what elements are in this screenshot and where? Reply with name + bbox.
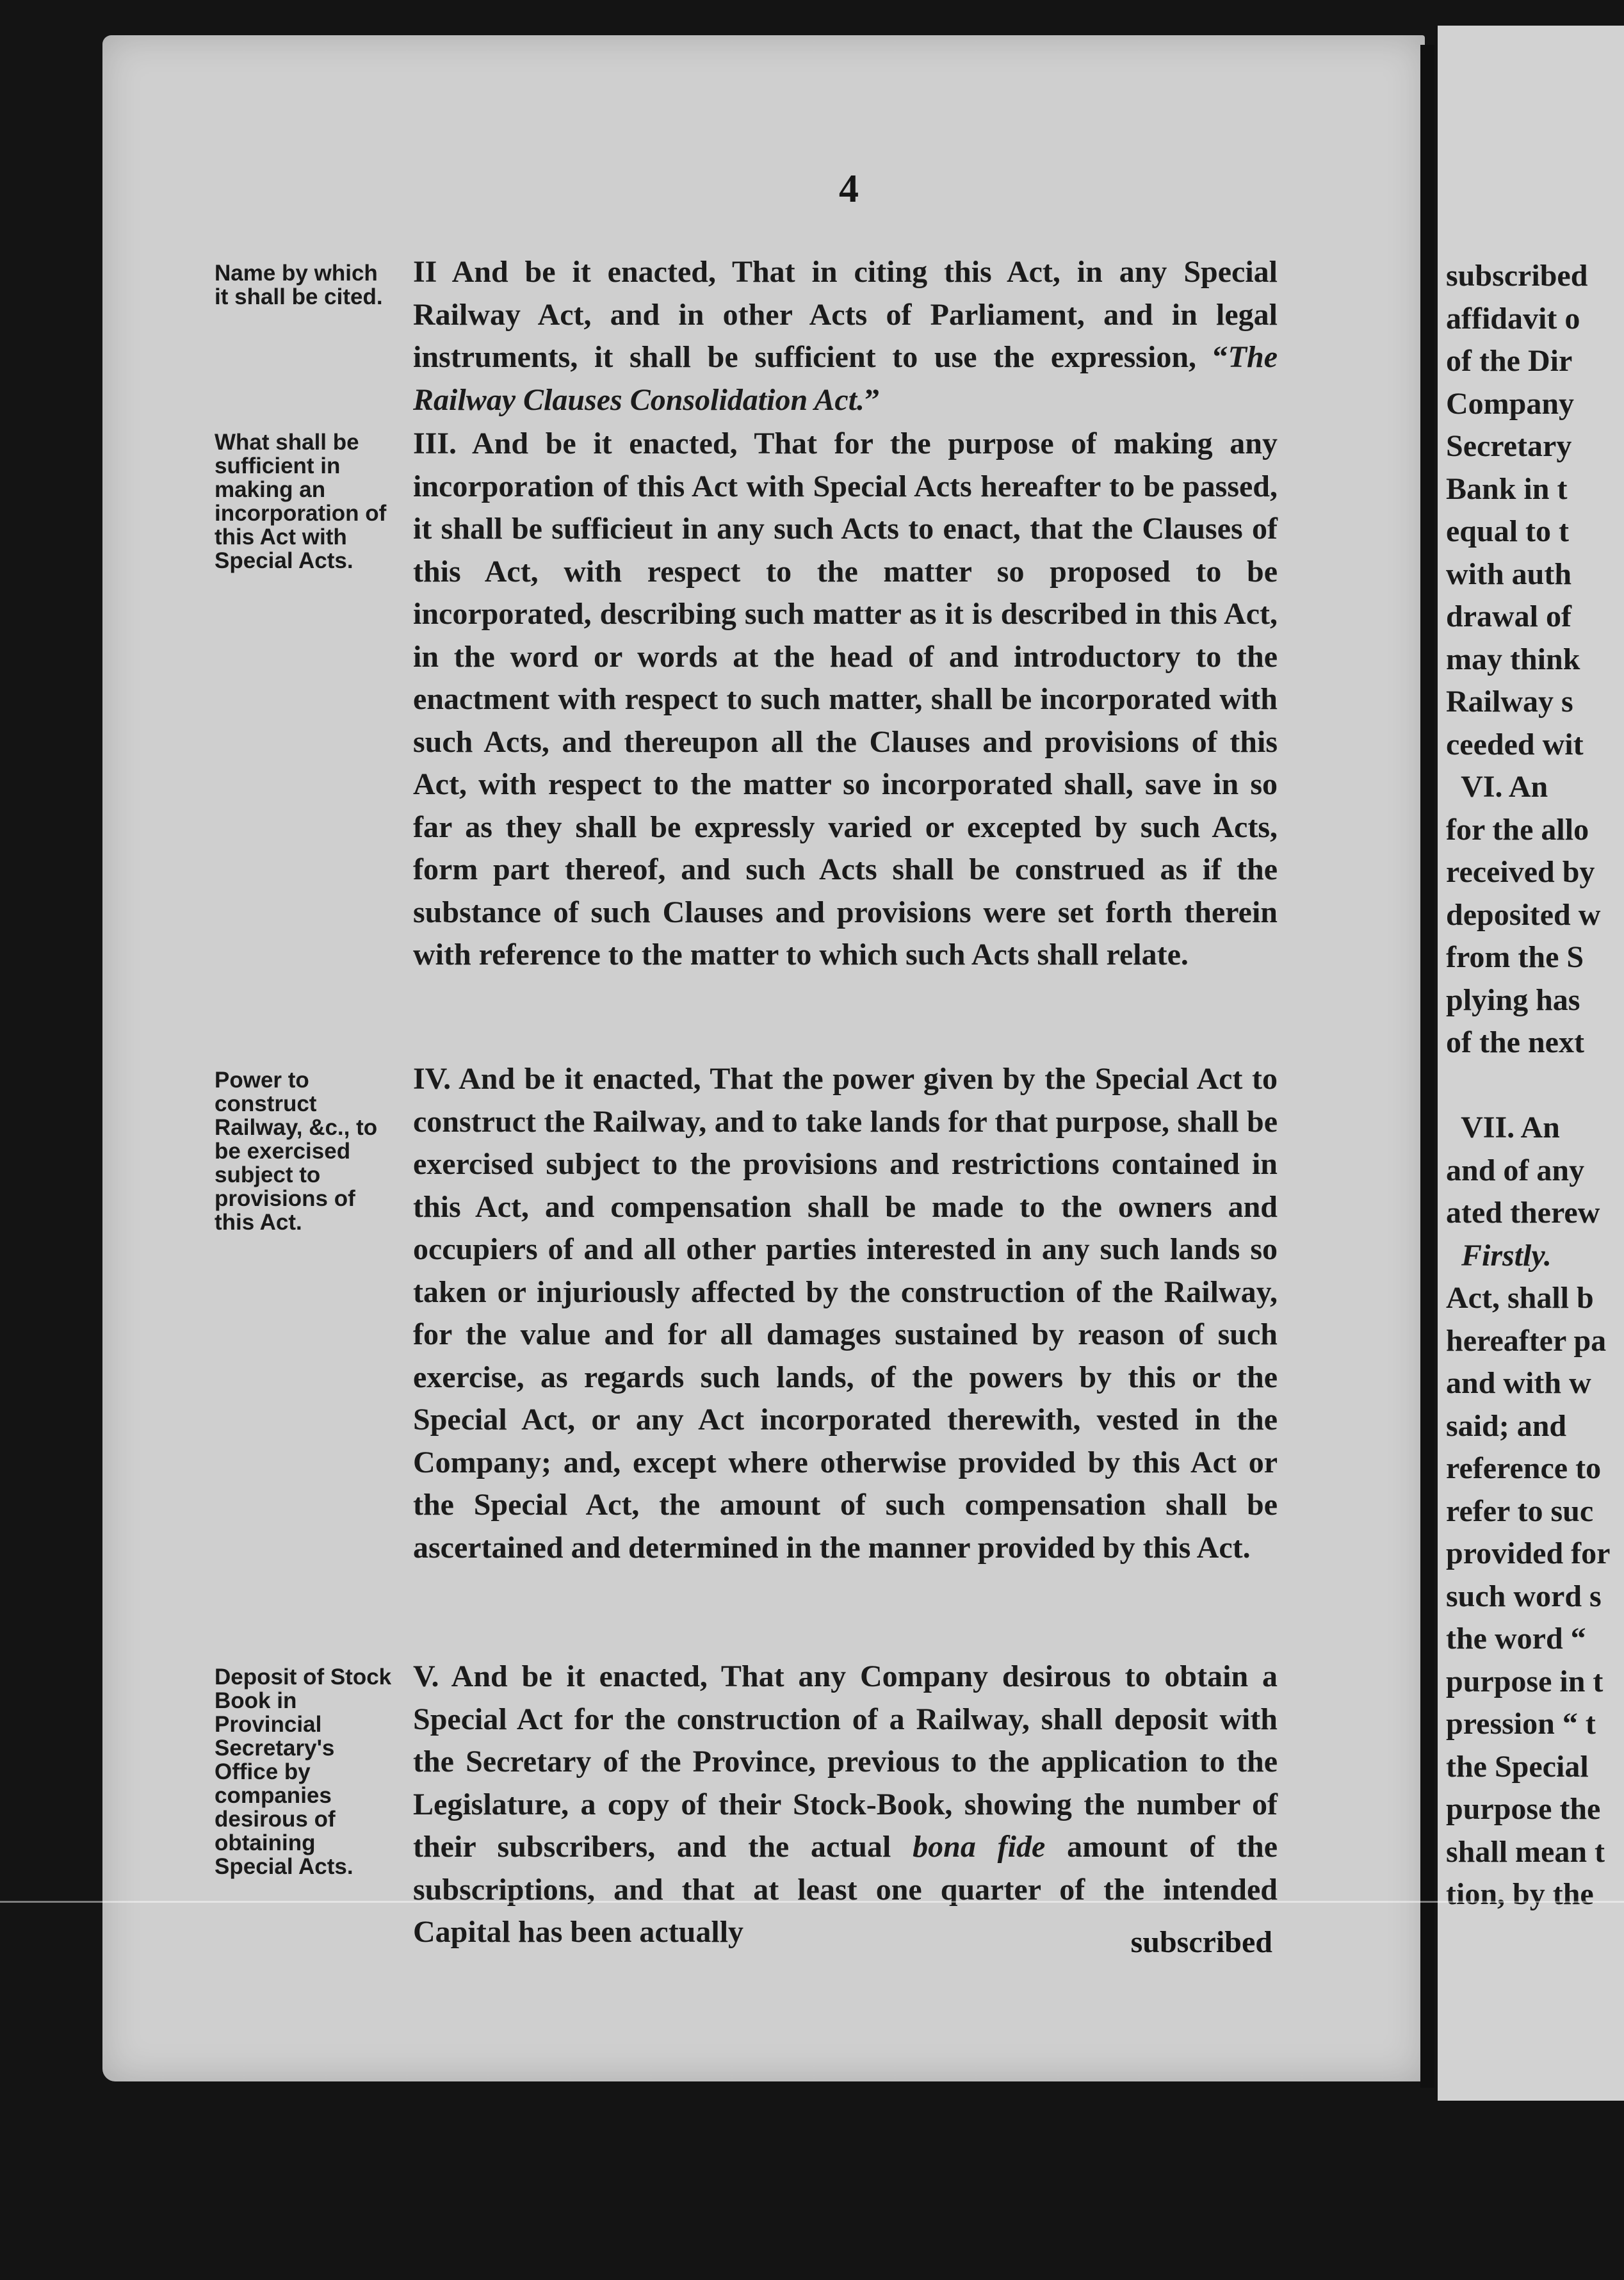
scan-artifact-line bbox=[0, 1901, 1624, 1903]
right-page-line: purpose in t bbox=[1446, 1664, 1604, 1698]
right-page-line: of the next bbox=[1446, 1025, 1584, 1059]
right-page-line: the word “ bbox=[1446, 1622, 1586, 1656]
right-page-line: deposited w bbox=[1446, 897, 1601, 932]
right-page-line: Firstly. bbox=[1446, 1238, 1552, 1273]
section-iv: IV. And be it enacted, That the power given by the Special Act to construct the Railway, and to take lands for that purpose, shall be exercised subject to the provisions and restrictions contained in this Act, and compensation shall be made to the owners and occupiers of and all other parties interested in any such lands so taken or injuriously affected by the construction of the Railway, for the value and for all damages sustained by reason of such exercise, as regards such lands, of the powers by this or the Special Act, or any Act incorporated therewith, vested in the Company; and, except where otherwise provided by this Act or the Special Act, the amount of such compensation shall be ascertained and determined in the manner provided by this Act. bbox=[413, 1062, 1278, 1565]
act-title: The Railway Clauses Consolidation Act. bbox=[413, 340, 1278, 417]
right-page-line: equal to t bbox=[1446, 514, 1569, 548]
catchword: subscribed bbox=[1130, 1925, 1272, 1959]
right-page-text bbox=[1446, 255, 1610, 1916]
right-page-line: VII. An bbox=[1446, 1111, 1560, 1144]
book-gutter bbox=[1420, 45, 1434, 2088]
right-page-line: Company bbox=[1446, 386, 1575, 421]
right-page-line: ated therew bbox=[1446, 1196, 1600, 1230]
right-page-line: ceeded wit bbox=[1446, 727, 1584, 761]
right-page-line: the Special bbox=[1446, 1749, 1589, 1784]
right-page-line: with auth bbox=[1446, 557, 1572, 591]
right-page-line: shall mean t bbox=[1446, 1834, 1605, 1869]
right-page-line: drawal of bbox=[1446, 599, 1571, 633]
section-iii: III. And be it enacted, That for the purpose of making any incorporation of this Act with Special Acts hereafter to be passed, it shall be sufficieut in any such Acts to enact, that the Clauses of this Act, with respect to the matter so proposed to be incorporated, describing such matter as it is described in this Act, in the word or words at the head of and introductory to the enactment with respect to such matter, shall be incorporated with such Acts, and thereupon all the Clauses and provisions of this Act, with respect to the matter so incorporated shall, save in so far as they shall be expressly varied or excepted by such Acts, form part thereof, and such Acts shall be construed as if the substance of such Clauses and provisions were set forth therein with reference to the matter to which such Acts shall relate. bbox=[413, 427, 1278, 972]
right-page-line: Secretary bbox=[1446, 429, 1572, 463]
right-page-line: affidavit o bbox=[1446, 301, 1580, 336]
right-page-line: and with w bbox=[1446, 1366, 1591, 1400]
right-page-line: pression “ t bbox=[1446, 1707, 1596, 1741]
right-page-line: tion, by the bbox=[1446, 1877, 1594, 1911]
margin-note-incorporation: What shall be sufficient in making an incorporation of this Act with Special Acts. bbox=[215, 430, 387, 573]
bona-fide-term: bona fide bbox=[913, 1830, 1046, 1864]
right-page-line: may think bbox=[1446, 642, 1580, 676]
right-page-line: for the allo bbox=[1446, 812, 1589, 847]
right-page-line: and of any bbox=[1446, 1153, 1585, 1187]
right-page-line: of the Dir bbox=[1446, 344, 1573, 378]
right-page-line: purpose the bbox=[1446, 1792, 1601, 1826]
margin-note-power-to-construct: Power to construct Railway, &c., to be exercised subject to provisions of this Act. bbox=[215, 1068, 378, 1235]
right-page-line: reference to bbox=[1446, 1451, 1602, 1485]
right-page-line: such word s bbox=[1446, 1579, 1602, 1613]
right-page-line: VI. An bbox=[1446, 770, 1548, 804]
right-page-line: from the S bbox=[1446, 940, 1584, 974]
section-v-text-end: amount of the subscriptions, and that at least one quarter of the intended Capital has been actually bbox=[413, 1830, 1278, 1949]
right-page-line: subscribed bbox=[1446, 259, 1588, 293]
margin-note-citation: Name by which it shall be cited. bbox=[215, 261, 383, 309]
right-page-line bbox=[1446, 1064, 1610, 1107]
section-ii bbox=[413, 251, 1278, 421]
right-page-line: Bank in t bbox=[1446, 471, 1568, 506]
right-page-line: refer to suc bbox=[1446, 1494, 1594, 1528]
right-page-line: Act, shall b bbox=[1446, 1281, 1594, 1315]
section-v-text: V. And be it enacted, That any Company desirous to obtain a Special Act for the construction of a Railway, shall deposit with the Secretary of the Province, previous to the application to the Legislature, a copy of their Stock-Book, showing the number of their subscribers, and the actual bbox=[413, 1659, 1278, 1864]
margin-note-deposit-stock-book: Deposit of Stock Book in Provincial Secretary's Office by companies desirous of obtaining Special Acts. bbox=[215, 1665, 392, 1879]
section-v bbox=[413, 1656, 1278, 1954]
right-page-line: hereafter pa bbox=[1446, 1323, 1607, 1358]
page-number: 4 bbox=[839, 167, 859, 211]
right-page-line: said; and bbox=[1446, 1408, 1567, 1443]
right-page-line: provided for bbox=[1446, 1536, 1611, 1570]
right-page-line: plying has bbox=[1446, 982, 1580, 1017]
section-ii-text: II And be it enacted, That in citing this Act, in any Special Railway Act, and in other Acts of Parliament, and in legal instruments, it shall be sufficient to use the expression, “ bbox=[413, 255, 1278, 374]
right-page-line: Railway s bbox=[1446, 685, 1573, 719]
right-page-line: received by bbox=[1446, 855, 1595, 889]
section-ii-close: ” bbox=[865, 382, 881, 417]
